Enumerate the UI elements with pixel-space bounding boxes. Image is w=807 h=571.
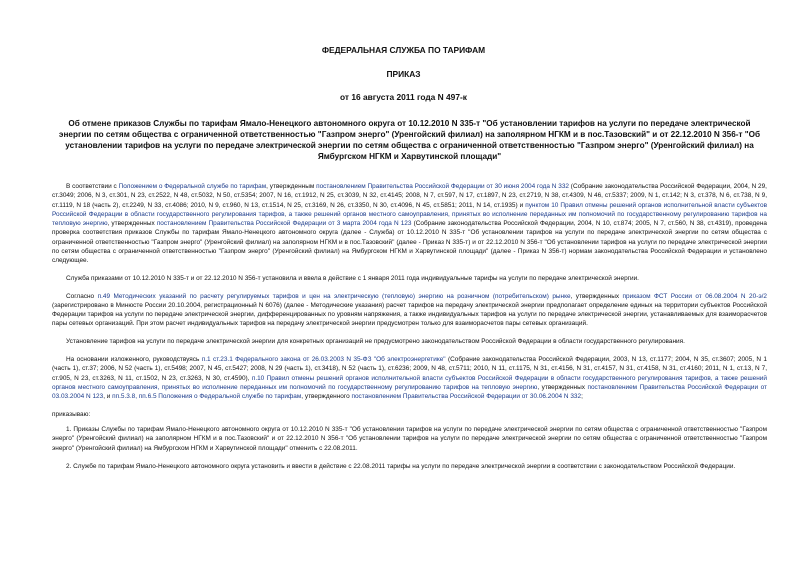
link-fst-regulation[interactable]: Положением о Федеральной службе по тарифам	[118, 183, 267, 190]
paragraph-tariffs-set: Служба приказами от 10.12.2010 N 335-т и от 22.12.2010 N 356-т установила и ввела в действие с 1 января 2011 года индивидуальные тарифы на услуги по передаче электрической энергии.	[66, 274, 639, 282]
paragraph-legal-basis: В соответствии с Положением о Федеральной службе по тарифам, утвержденным постановлением Правительства Российской Федерации от 30 июня 2004 года N 332 (Собрание законодательства Российской Федерации, 2004, N 29, ст.3049; 2006, N 3, ст.301, N 23, ст.2522, N 48, ст.5032, N 50, ст.5354; 2007, N 16, ст.1912, N 25, ст.3039, N 32, ст.4145; 2008, N 7, ст.597, N 17, ст.1897, N 23, ст.2719, N 38, ст.4309, N 46, ст.5337; 2009, N 1, ст.142; N 3, ст.378, N 6, ст.738, N 9, ст.1119, N 18 (часть 2), ст.2249, N 33, ст.4086; 2010, N 9, ст.960, N 13, ст.1514, N 25, ст.3169, N 26, ст.3350, N 30, ст.4096, N 45, ст.5851; 2011, N 14, ст.1935) и пунктом 10 Правил отмены решений органов исполнительной власти субъектов Российской Федерации в области государственного регулирования тарифов, а также решений органов местного самоуправления, принятых во исполнение переданных им полномочий по государственному регулированию тарифов на тепловую энергию, утвержденных постановлением Правительства Российской Федерации от 3 марта 2004 года N 123 (Собрание законодательства Российской Федерации, 2004, N 10, ст.874; 2005, N 7, ст.560, N 38, ст.4319), проведена проверка соответствия приказов Службы по тарифам Ямало-Ненецкого автономного округа (далее - Служба) от 10.12.2010 N 335-т "Об установлении тарифов на услуги по передаче электрической энергии по сетям общества с ограниченной ответственностью "Газпром энерго" (Уренгойский филиал) на заполярном НГКМ и в пос.Тазовский" (далее - Приказ N 335-т) и от 22.12.2010 N 356-т "Об установлении тарифов на услуги по передаче электрической энергии по сетям общества с ограниченной ответственностью "Газпром энерго" (Уренгойский филиал) на Ямбургском НГКМ и Харвутинской площади" (далее - Приказ N 356-т) нормам законодательства Российской Федерации и установлено следующее.	[52, 183, 767, 264]
document-date-number: от 16 августа 2011 года N 497-к	[340, 92, 467, 102]
link-government-decree-123[interactable]: постановлением Правительства Российской Федерации от 3 марта 2004 года N 123	[156, 220, 412, 227]
link-fst-regulation-items[interactable]: пп.5.3.8, пп.6.5 Положения о Федеральной службе по тарифам	[112, 393, 302, 401]
order-item-2: 2. Службе по тарифам Ямало-Ненецкого автономного округа установить и ввести в действие с 22.08.2011 тарифы на услуги по передаче электрической энергии в соответствии с законодательством Российской Федерации.	[66, 462, 736, 470]
document-body	[52, 182, 767, 479]
document-type-heading: ПРИКАЗ	[386, 69, 421, 79]
agency-heading: ФЕДЕРАЛЬНАЯ СЛУЖБА ПО ТАРИФАМ	[321, 45, 486, 55]
link-government-decree-123-2[interactable]: постановлением Правительства Российской Федерации от 03.03.2004 N 123	[52, 383, 767, 401]
document-subject: Об отмене приказов Службы по тарифам Ямало-Ненецкого автономного округа от 10.12.2010 N 335-т "Об установлении тарифов на услуги по передаче электрической энергии по сетям общества с ограниченной ответственностью "Газпром энерго" (Уренгойский филиал) на заполярном НГКМ и в пос.Тазовский" и от 22.12.2010 N 356-т "Об установлении тарифов на услуги по передаче электрической энергии по сетям общества с ограниченной ответственностью "Газпром энерго" (Уренгойский филиал) на Ямбургском НГКМ и Харвутинской площади"	[58, 119, 761, 161]
paragraph-grounds: На основании изложенного, руководствуясь п.1 ст.23.1 Федерального закона от 26.03.2003 N 35-ФЗ "Об электроэнергетике" (Собрание законодательства Российской Федерации, 2003, N 13, ст.1177; 2004, N 35, ст.3607; 2005, N 1 (часть 1), ст.37; 2006, N 52 (часть 1), ст.5498; 2007, N 45, ст.5427; 2008, N 29 (часть 1), ст.3418), N 52 (часть 1), ст.6236; 2009, N 48, ст.5711; 2010, N 11, ст.1175, N 31, ст.4156, N 31, ст.4157, N 31, ст.4158, N 31, ст.4160; 2011, N 1, ст.13, N 7, ст.905, N 23, ст.3263, N 11, ст.1502, N 23, ст.3263, N 30, ст.4590), п.10 Правил отмены решений органов исполнительной власти субъектов Российской Федерации в области государственного регулирования тарифов, а также решений органов местного самоуправления, принятых во исполнение переданных им полномочий по государственному регулированию тарифов на тепловую энергию, утвержденных постановлением Правительства Российской Федерации от 03.03.2004 N 123, и пп.5.3.8, пп.6.5 Положения о Федеральной службе по тарифам, утвержденного постановлением Правительства Российской Федерации от 30.06.2004 N 332;	[52, 356, 767, 401]
link-fst-order-20-e2[interactable]: приказом ФСТ России от 06.08.2004 N 20-э/2	[622, 292, 767, 300]
link-cancellation-rules-p10[interactable]: пунктом 10 Правил отмены решений органов исполнительной власти субъектов Российской Федерации в области государственного регулирования тарифов, а также решений органов местного самоуправления, принятых во исполнение переданных им полномочий по государственному регулированию тарифов на тепловую энергию	[52, 201, 767, 227]
order-item-1: 1. Приказы Службы по тарифам Ямало-Ненецкого автономного округа от 10.12.2010 N 335-т "Об установлении тарифов на услуги по передаче электрической энергии по сетям общества с ограниченной ответственностью "Газпром энерго" (Уренгойский филиал) на заполярном НГКМ и в пос.Тазовский" и от 22.12.2010 N 356-т "Об установлении тарифов на услуги по передаче электрической энергии по сетям общества с ограниченной ответственностью "Газпром энерго" (Уренгойский филиал) на Ямбургском НГКМ и Харвутинской площади" отменить с 22.08.2011.	[52, 426, 767, 452]
link-government-decree-332[interactable]: постановлением Правительства Российской Федерации от 30 июня 2004 года N 332	[316, 183, 569, 190]
link-methodical-guidelines-p49[interactable]: п.49 Методических указаний по расчету регулируемых тарифов и цен на электрическую (тепловую) энергию на розничном (потребительском) рынке	[97, 292, 571, 300]
link-government-decree-332-2[interactable]: постановлением Правительства Российской Федерации от 30.06.2004 N 332	[351, 393, 582, 401]
order-word: приказываю:	[52, 410, 91, 418]
link-cancellation-rules-p10-2[interactable]: п.10 Правил отмены решений органов исполнительной власти субъектов Российской Федерации в области государственного регулирования тарифов, а также решений органов местного самоуправления, принятых во исполнение переданных им полномочий по государственному регулированию тарифов на тепловую энергию	[52, 374, 767, 391]
paragraph-not-provided: Установление тарифов на услуги по передаче электрической энергии для конкретных организаций не предусмотрено законодательством Российской Федерации в области государственного регулирования.	[66, 338, 685, 346]
link-federal-law-35fz[interactable]: п.1 ст.23.1 Федерального закона от 26.03.2003 N 35-ФЗ "Об электроэнергетике"	[201, 356, 446, 364]
paragraph-methodology: Согласно п.49 Методических указаний по расчету регулируемых тарифов и цен на электрическую (тепловую) энергию на розничном (потребительском) рынке, утвержденных приказом ФСТ России от 06.08.2004 N 20-э/2 (зарегистрировано в Минюсте России 20.10.2004, регистрационный N 6076) (далее - Методические указания) расчет тарифов на передачу электрической энергии предполагает определение единых на территории субъектов Российской Федерации тарифов на услуги по передаче электрической энергии, дифференцированных по уровням напряжения, а также индивидуальных тарифов на услуги по передаче электрической энергии, устанавливаемых для взаиморасчетов пары сетевых организаций. При этом расчет индивидуальных тарифов на передачу электрической энергии предусмотрен только для взаиморасчетов пары сетевых организаций.	[52, 292, 767, 328]
